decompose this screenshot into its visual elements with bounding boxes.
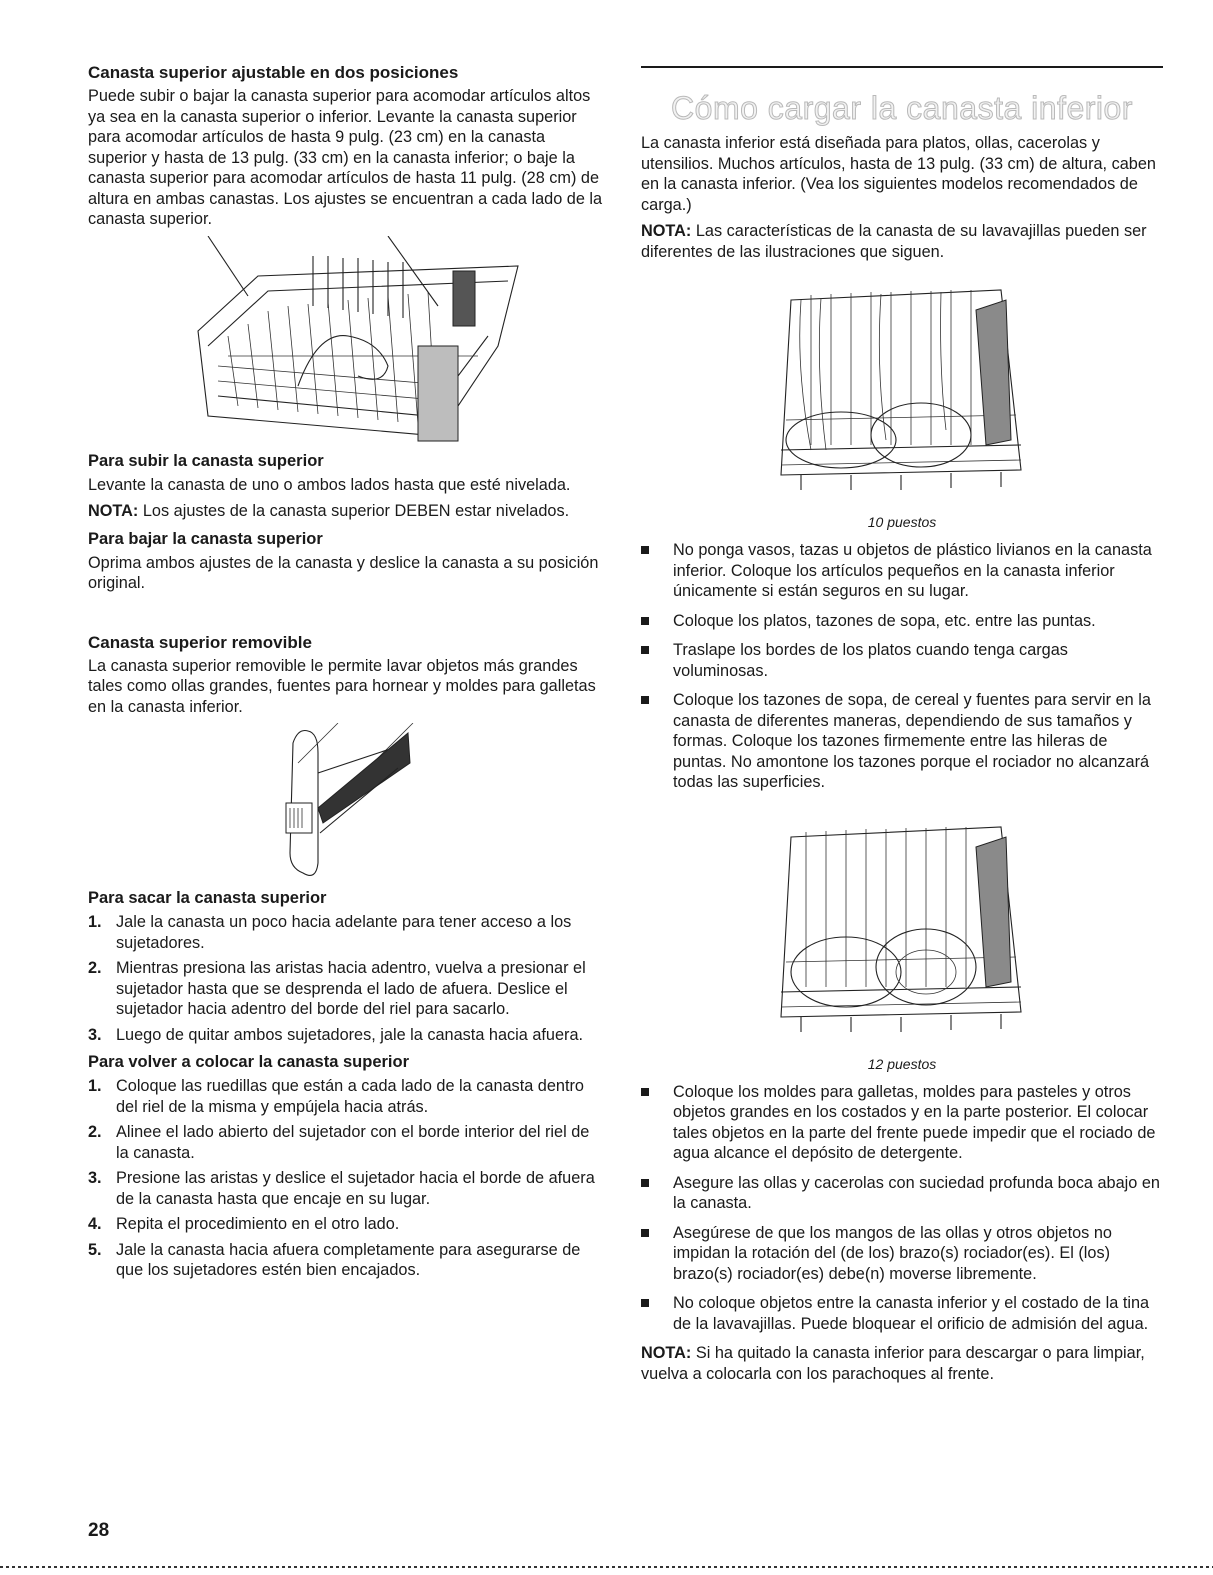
list-item: 4. Repita el procedimiento en el otro lado. (88, 1215, 400, 1233)
raise-note-label: NOTA: (88, 502, 139, 520)
figure-caption-12: 12 puestos (867, 1055, 937, 1072)
bullet-icon (641, 1299, 649, 1307)
list-item: 3. Presione las aristas y deslice el sujetador hacia el borde de afuera de la canasta hasta que encaje en su lugar. (88, 1169, 595, 1208)
list-item: 5. Jale la canasta hacia afuera completamente para asegurarse de que los sujetadores estén bien encajados. (88, 1240, 581, 1279)
bullet-icon (641, 1088, 649, 1096)
list-item: No ponga vasos, tazas u objetos de plástico livianos en la canasta inferior. Coloque los artículos pequeños en la canasta inferior únicamente si están seguros en su lugar. (641, 540, 1163, 602)
list-item: Coloque los tazones de sopa, de cereal y fuentes para servir en la canasta de diferentes maneras, dependiendo de sus tamaños y formas. Coloque los tazones firmemente entre las hileras de puntas. No amontone los tazones porque el rociador no alcanzará todas las superficies. (641, 690, 1163, 793)
bullet-icon (641, 696, 649, 704)
bullet-icon (641, 646, 649, 654)
list-item: Coloque los moldes para galletas, moldes para pasteles y otros objetos grandes en los costados y en la parte posterior. El colocar tales objetos en la parte del frente puede impedir que el rociado de agua alcance el depósito de detergente. (641, 1082, 1163, 1164)
lower-rack-12-place-illustration (641, 807, 1163, 1052)
bottom-border (0, 1566, 1213, 1568)
bullet-icon (641, 1229, 649, 1237)
bullet-icon (641, 546, 649, 554)
replace-heading: Para volver a colocar la canasta superior (88, 1053, 410, 1071)
upper-rack-adjust-illustration (88, 236, 603, 446)
list-item: Asegure las ollas y cacerolas con suciedad profunda boca abajo en la canasta. (641, 1173, 1163, 1214)
left-column (88, 62, 603, 1287)
intro-note-label: NOTA: (641, 222, 692, 240)
lower-heading: Para bajar la canasta superior (88, 529, 323, 548)
list-item: Asegúrese de que los mangos de las ollas y otros objetos no impidan la rotación del (de los) brazo(s) rociador(es). El (los) brazo(s) rociador(es) debe(n) moverse libremente. (641, 1223, 1163, 1285)
remove-heading: Para sacar la canasta superior (88, 889, 327, 907)
raise-note (88, 501, 603, 522)
list-item: 3. Luego de quitar ambos sujetadores, jale la canasta hacia afuera. (88, 1025, 584, 1044)
bullet-icon (641, 1179, 649, 1187)
list-item: Coloque los platos, tazones de sopa, etc. entre las puntas. (641, 611, 1163, 632)
lower-rack-10-place-illustration (641, 270, 1163, 510)
list-item: 2. Alinee el lado abierto del sujetador con el borde interior del riel de la canasta. (88, 1123, 590, 1162)
bullet-icon (641, 617, 649, 625)
section-rule (641, 66, 1163, 68)
section-heading-removable: Canasta superior removible (88, 632, 312, 652)
right-column (641, 72, 1163, 1390)
final-note-label: NOTA: (641, 1344, 692, 1362)
remove-steps (88, 912, 603, 1045)
list-item: 1. Coloque las ruedillas que están a cada lado de la canasta dentro del riel de la misma y empújela hacia atrás. (88, 1077, 584, 1116)
rack-stop-illustration (88, 723, 603, 881)
list-item: No coloque objetos entre la canasta inferior y el costado de la tina de la lavavajillas. Puede bloquear el orificio de admisión del agua. (641, 1293, 1163, 1334)
loading-tips-list-2 (641, 1082, 1163, 1335)
figure-caption-10: 10 puestos (867, 514, 937, 530)
page-title: Cómo cargar la canasta inferior (671, 90, 1133, 126)
section-body-removable: La canasta superior removible le permite lavar objetos más grandes tales como ollas grandes, fuentes para hornear y moldes para galletas en la canasta inferior. (88, 656, 596, 716)
intro-paragraph: La canasta inferior está diseñada para platos, ollas, cacerolas y utensilios. Muchos artículos, hasta de 13 pulg. (33 cm) de altura, caben en la canasta inferior. (Vea los siguientes modelos recomendados de carga.) (641, 134, 1156, 214)
intro-note (641, 221, 1163, 262)
list-item: 1. Jale la canasta un poco hacia adelante para tener acceso a los sujetadores. (88, 913, 572, 952)
replace-steps (88, 1076, 603, 1281)
section-body-adjustable: Puede subir o bajar la canasta superior para acomodar artículos altos ya sea en la canasta superior o inferior. Levante la canasta superior para acomodar artículos de hasta 9 pulg. (23 cm) en la canasta superior y hasta de 13 pulg. (33 cm) en la canasta inferior; o baje la canasta superior para acomodar artículos de hasta 11 pulg. (28 cm) de altura en ambas canastas. Los ajustes se encuentran a cada lado de la canasta superior. (88, 87, 603, 228)
list-item: 2. Mientras presiona las aristas hacia adentro, vuelva a presionar el sujetador hasta que se desprenda el lado de afuera. Deslice el sujetador hacia adentro del borde del riel para sacarlo. (88, 959, 586, 1018)
section-heading-adjustable: Canasta superior ajustable en dos posiciones (88, 63, 459, 82)
page-number: 28 (88, 1520, 110, 1541)
final-note-text: Si ha quitado la canasta inferior para descargar o para limpiar, vuelva a colocarla con los parachoques al frente. (641, 1344, 1145, 1383)
loading-tips-list-1 (641, 540, 1163, 793)
raise-heading: Para subir la canasta superior (88, 451, 324, 470)
raise-body: Levante la canasta de uno o ambos lados hasta que esté nivelada. (88, 475, 571, 494)
lower-body: Oprima ambos ajustes de la canasta y deslice la canasta a su posición original. (88, 553, 599, 592)
intro-note-text: Las características de la canasta de su lavavajillas pueden ser diferentes de las ilustraciones que siguen. (641, 222, 1147, 261)
final-note (641, 1343, 1163, 1384)
raise-note-text: Los ajustes de la canasta superior DEBEN estar nivelados. (138, 502, 570, 520)
list-item: Traslape los bordes de los platos cuando tenga cargas voluminosas. (641, 640, 1163, 681)
